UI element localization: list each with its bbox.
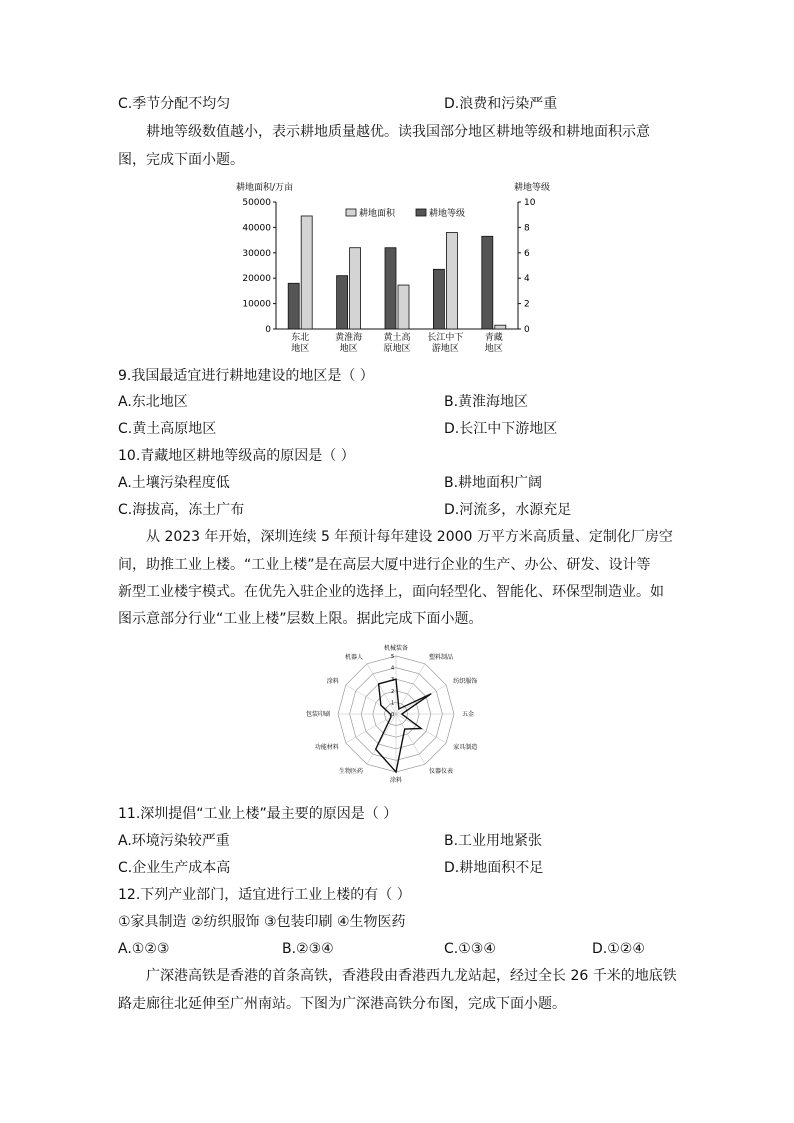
intro1-line1: 耕地等级数值越小，表示耕地质量越优。读我国部分地区耕地等级和耕地面积示意 bbox=[146, 124, 650, 140]
bar-area bbox=[350, 248, 361, 329]
x-category-label-line2: 地区 bbox=[484, 344, 503, 354]
radar-axis-label: 机器人 bbox=[344, 653, 363, 661]
left-tick-label: 20000 bbox=[242, 274, 271, 285]
intro2-line2: 间，助推工业上楼。“工业上楼”是在高层大厦中进行企业的生产、办公、研发、设计等 bbox=[118, 557, 651, 573]
q11-stem: 11.深圳提倡“工业上楼”最主要的原因是（ ） bbox=[118, 806, 398, 822]
legend-swatch bbox=[346, 209, 356, 216]
radar-axis-label: 机械装备 bbox=[383, 645, 409, 652]
radar-axis-label: 生物医药 bbox=[338, 768, 363, 776]
radar-axis-label: 纺织服饰 bbox=[453, 678, 478, 685]
radar-axis-label: 涂料 bbox=[326, 678, 339, 685]
bar-grade bbox=[385, 248, 396, 329]
left-tick-label: 50000 bbox=[242, 198, 271, 208]
radar-axis-label: 包装印刷 bbox=[305, 711, 330, 718]
radar-tick-label: 3 bbox=[391, 677, 395, 684]
x-category-label-line1: 青藏 bbox=[484, 333, 503, 343]
q10-option-a: A.土壤污染程度低 bbox=[118, 475, 230, 491]
q9-stem: 9.我国最适宜进行耕地建设的地区是（ ） bbox=[118, 368, 374, 384]
q12-option-d: D.①②④ bbox=[592, 941, 645, 957]
q9-option-b: B.黄淮海地区 bbox=[444, 394, 529, 410]
left-axis-title: 耕地面积/万亩 bbox=[236, 183, 294, 193]
q8-option-d: D.浪费和污染严重 bbox=[444, 96, 558, 112]
x-category-label-line2: 游地区 bbox=[431, 344, 459, 354]
q10-stem: 10.青藏地区耕地等级高的原因是（ ） bbox=[118, 448, 355, 464]
intro2-line1: 从 2023 年开始，深圳连续 5 年预计每年建设 2000 万平方米高质量、定制化厂房空 bbox=[146, 529, 673, 545]
bar-grade bbox=[288, 283, 299, 329]
right-tick-label: 4 bbox=[524, 274, 530, 285]
right-tick-label: 10 bbox=[524, 198, 536, 208]
legend-label: 耕地等级 bbox=[429, 209, 466, 219]
right-tick-label: 0 bbox=[524, 325, 530, 335]
intro1-line2: 图，完成下面小题。 bbox=[118, 152, 244, 168]
left-tick-label: 40000 bbox=[242, 223, 271, 234]
radar-tick-label: 2 bbox=[391, 688, 395, 695]
radar-axis-label: 仪器仪表 bbox=[429, 768, 454, 776]
radar-axis-label: 家具制造 bbox=[453, 744, 478, 751]
intro2-line4: 图示意部分行业“工业上楼”层数上限。据此完成下面小题。 bbox=[118, 611, 483, 627]
q9-option-c: C.黄土高原地区 bbox=[118, 421, 217, 437]
q11-option-c: C.企业生产成本高 bbox=[118, 860, 231, 876]
q12-option-b: B.②③④ bbox=[282, 941, 334, 957]
radar-axis-label: 功能材料 bbox=[314, 744, 339, 751]
x-category-label-line1: 黄土高 bbox=[383, 333, 411, 343]
radar-tick-label: 4 bbox=[391, 665, 395, 672]
left-tick-label: 10000 bbox=[242, 299, 271, 310]
left-tick-label: 0 bbox=[265, 325, 271, 335]
radar-axis-label: 涂料 bbox=[389, 777, 403, 784]
q12-stem: 12.下列产业部门，适宜进行工业上楼的有（ ） bbox=[118, 887, 411, 903]
q11-option-b: B.工业用地紧张 bbox=[444, 833, 543, 849]
intro2-line3: 新型工业楼宇模式。在优先入驻企业的选择上，面向轻型化、智能化、环保型制造业。如 bbox=[118, 584, 664, 600]
q12-option-a: A.①②③ bbox=[118, 941, 170, 957]
bar-area bbox=[495, 325, 506, 329]
x-category-label-line2: 地区 bbox=[339, 344, 358, 354]
radar-axis-label: 塑料制品 bbox=[429, 653, 454, 661]
x-category-label-line1: 长江中下 bbox=[427, 333, 464, 343]
right-axis-title: 耕地等级 bbox=[514, 183, 551, 193]
farmland-bar-chart bbox=[230, 178, 570, 356]
q11-option-d: D.耕地面积不足 bbox=[444, 860, 544, 876]
bar-grade bbox=[433, 269, 444, 329]
q10-option-b: B.耕地面积广阔 bbox=[444, 475, 543, 491]
q8-option-c: C.季节分配不均匀 bbox=[118, 96, 231, 112]
intro3-line2: 路走廊往北延伸至广州南站。下图为广深港高铁分布图，完成下面小题。 bbox=[118, 996, 566, 1012]
q11-option-a: A.环境污染较严重 bbox=[118, 833, 230, 849]
radar-tick-label: 5 bbox=[391, 654, 395, 660]
radar-tick-label: 0 bbox=[391, 712, 395, 718]
q10-option-c: C.海拔高，冻土广布 bbox=[118, 502, 245, 518]
bar-area bbox=[398, 285, 409, 329]
x-category-label-line2: 地区 bbox=[291, 344, 310, 354]
radar-tick-label: 1 bbox=[391, 700, 395, 707]
bar-area bbox=[301, 216, 312, 329]
legend-label: 耕地面积 bbox=[359, 209, 396, 219]
legend-swatch bbox=[416, 209, 426, 216]
right-tick-label: 8 bbox=[524, 223, 530, 234]
right-tick-label: 6 bbox=[524, 248, 530, 259]
right-tick-label: 2 bbox=[524, 299, 530, 310]
q12-items: ①家具制造 ②纺织服饰 ③包装印刷 ④生物医药 bbox=[118, 914, 406, 930]
industry-radar-chart bbox=[296, 634, 500, 794]
radar-axis-label: 五金 bbox=[462, 711, 475, 718]
left-tick-label: 30000 bbox=[242, 248, 271, 259]
x-category-label-line1: 东北 bbox=[291, 333, 310, 343]
x-category-label-line1: 黄淮海 bbox=[335, 333, 363, 343]
bar-grade bbox=[337, 276, 348, 329]
q10-option-d: D.河流多，水源充足 bbox=[444, 502, 572, 518]
bar-area bbox=[446, 232, 457, 329]
q9-option-d: D.长江中下游地区 bbox=[444, 421, 558, 437]
q9-option-a: A.东北地区 bbox=[118, 394, 188, 410]
intro3-line1: 广深港高铁是香港的首条高铁，香港段由香港西九龙站起，经过全长 26 千米的地底铁 bbox=[146, 968, 677, 984]
x-category-label-line2: 原地区 bbox=[383, 344, 411, 354]
q12-option-c: C.①③④ bbox=[444, 941, 496, 957]
bar-grade bbox=[482, 236, 493, 329]
